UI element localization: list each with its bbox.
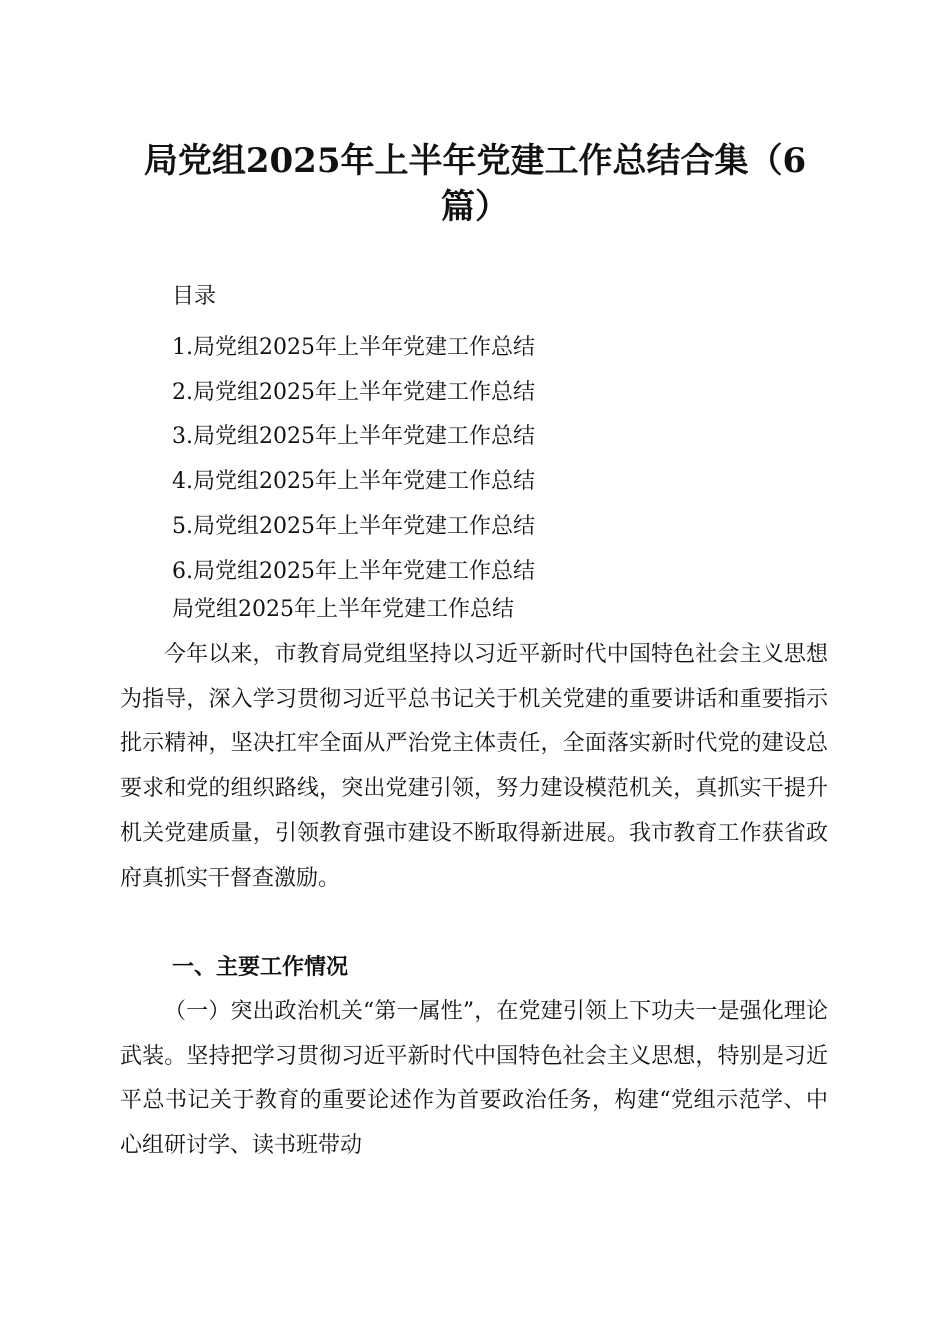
section-heading: 一、主要工作情况 [172, 955, 349, 980]
table-of-contents [172, 326, 535, 594]
article-title: 局党组2025年上半年党建工作总结 [172, 597, 514, 622]
toc-item: 6.局党组2025年上半年党建工作总结 [172, 558, 535, 584]
toc-item: 2.局党组2025年上半年党建工作总结 [172, 379, 535, 405]
subsection-paragraph: （一）突出政治机关“第一属性”，在党建引领上下功夫一是强化理论武装。坚持把学习贯彻习近平新时代中国特色社会主义思想，特别是习近平总书记关于教育的重要论述作为首要政治任务，构建“党组示范学、中心组研讨学、读书班带动 [120, 999, 828, 1159]
document-title: 局党组2025年上半年党建工作总结合集（6篇） [143, 141, 807, 227]
intro-paragraph: 今年以来，市教育局党组坚持以习近平新时代中国特色社会主义思想为指导，深入学习贯彻习近平总书记关于机关党建的重要讲话和重要指示批示精神，坚决扛牢全面从严治党主体责任，全面落实新时代党的建设总要求和党的组织路线，突出党建引领，努力建设模范机关，真抓实干提升机关党建质量，引领教育强市建设不断取得新进展。我市教育工作获省政府真抓实干督查激励。 [120, 642, 828, 891]
toc-item: 5.局党组2025年上半年党建工作总结 [172, 513, 535, 539]
toc-item: 1.局党组2025年上半年党建工作总结 [172, 335, 535, 360]
toc-item: 4.局党组2025年上半年党建工作总结 [172, 469, 535, 495]
toc-heading: 目录 [172, 284, 217, 309]
toc-item: 3.局党组2025年上半年党建工作总结 [172, 424, 535, 450]
